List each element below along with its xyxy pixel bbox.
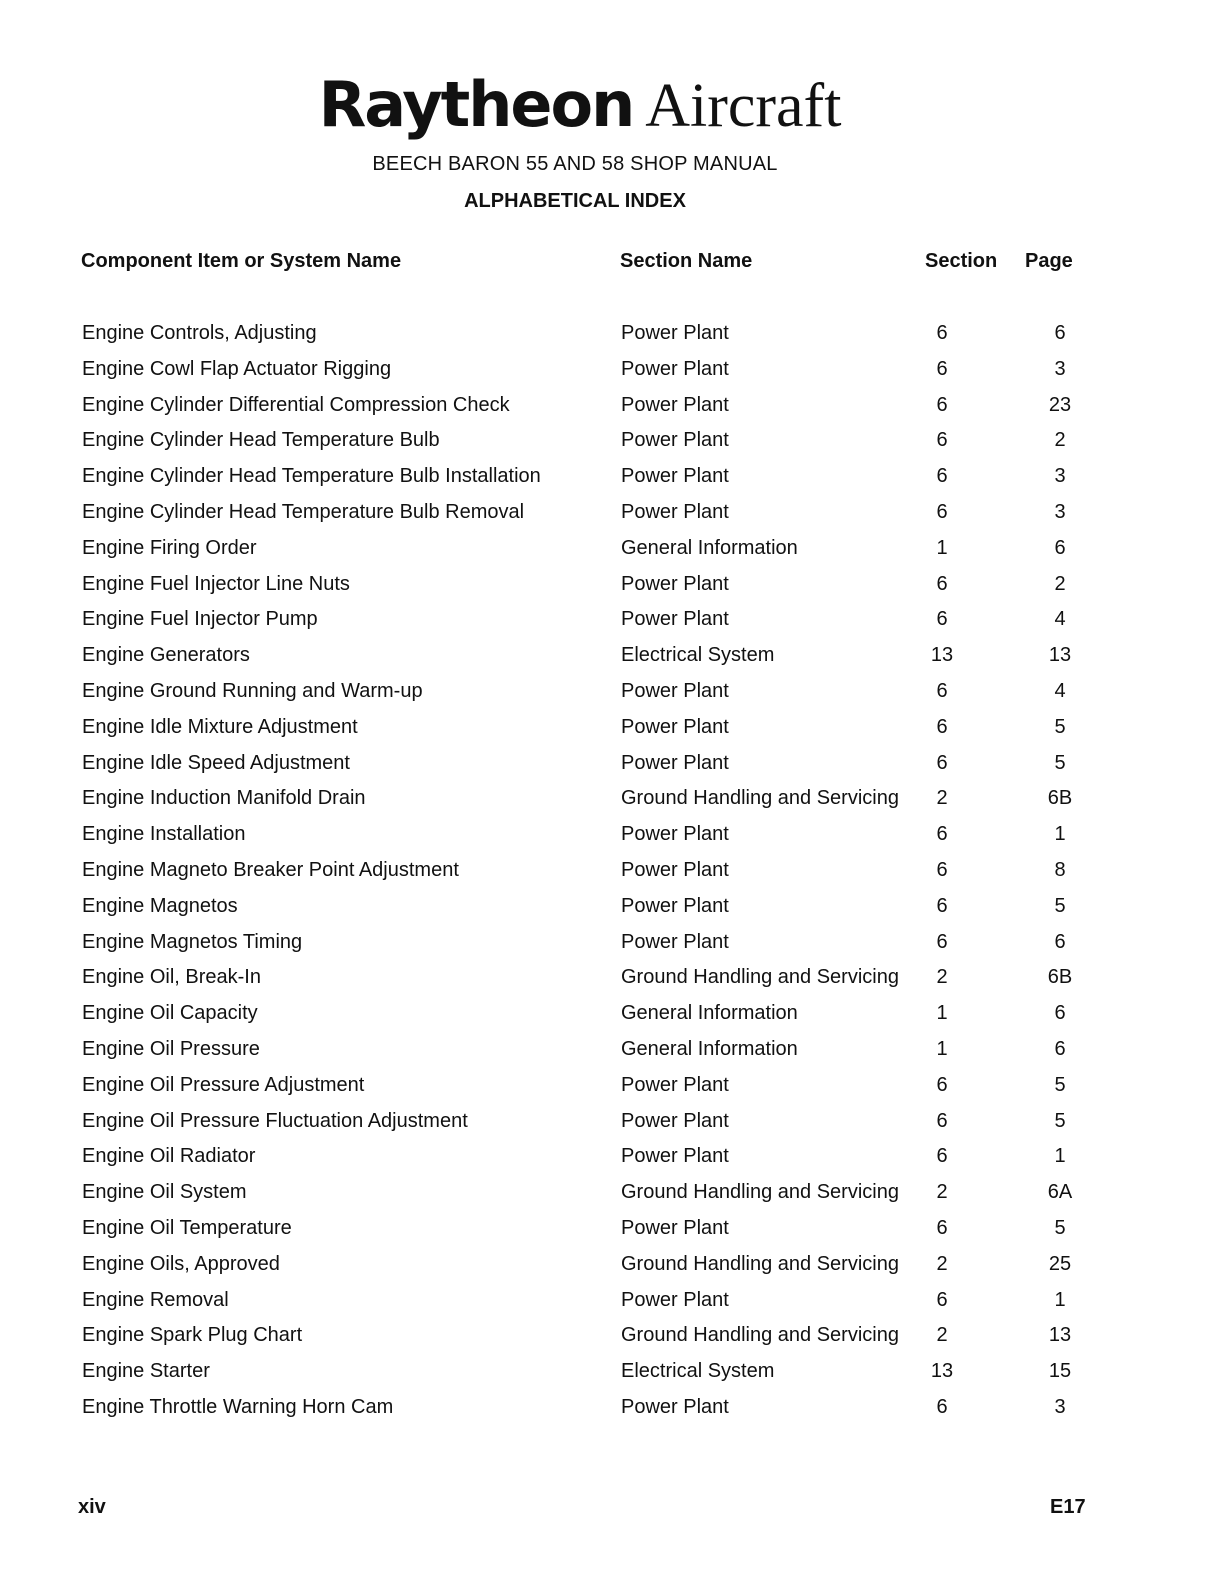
row-section-name: Power Plant xyxy=(621,1216,729,1239)
column-header-section: Section xyxy=(925,250,998,272)
logo-mark: Raytheon xyxy=(318,68,634,141)
row-page-number: 13 xyxy=(1048,644,1072,667)
row-section-name: Power Plant xyxy=(621,1395,729,1418)
row-item-name: Engine Installation xyxy=(82,823,246,846)
row-page-number: 1 xyxy=(1054,823,1066,846)
table-row xyxy=(0,1390,1220,1426)
table-row xyxy=(0,710,1220,746)
row-item-name: Engine Induction Manifold Drain xyxy=(82,787,366,810)
table-row xyxy=(0,1211,1220,1247)
table-row xyxy=(0,1283,1220,1319)
manual-title: BEECH BARON 55 AND 58 SHOP MANUAL xyxy=(372,153,778,175)
row-section-number: 6 xyxy=(936,608,948,631)
row-page-number: 13 xyxy=(1048,1324,1072,1347)
row-item-name: Engine Idle Speed Adjustment xyxy=(82,751,350,774)
column-header-section-name: Section Name xyxy=(620,250,753,272)
row-page-number: 5 xyxy=(1054,1109,1066,1132)
row-section-name: Power Plant xyxy=(621,894,729,917)
brand-logo xyxy=(0,68,1160,141)
row-item-name: Engine Oil, Break-In xyxy=(82,966,261,989)
row-section-number: 6 xyxy=(936,1073,948,1096)
row-section-name: Power Plant xyxy=(621,751,729,774)
row-item-name: Engine Cylinder Head Temperature Bulb Removal xyxy=(82,500,525,523)
index-title: ALPHABETICAL INDEX xyxy=(464,190,686,212)
row-item-name: Engine Cylinder Differential Compression Check xyxy=(82,393,510,416)
table-row xyxy=(0,1247,1220,1283)
row-item-name: Engine Fuel Injector Line Nuts xyxy=(82,572,350,595)
row-item-name: Engine Generators xyxy=(82,644,250,667)
row-item-name: Engine Controls, Adjusting xyxy=(82,322,317,344)
row-section-number: 13 xyxy=(930,1360,954,1383)
row-page-number: 15 xyxy=(1048,1360,1072,1383)
row-section-number: 6 xyxy=(936,751,948,774)
logo-word: Aircraft xyxy=(645,72,842,140)
table-row xyxy=(0,781,1220,817)
table-row xyxy=(0,388,1220,424)
table-row xyxy=(0,889,1220,925)
row-item-name: Engine Oil Temperature xyxy=(82,1216,292,1239)
row-page-number: 3 xyxy=(1054,500,1066,523)
row-item-name: Engine Oil System xyxy=(82,1181,247,1204)
row-item-name: Engine Firing Order xyxy=(82,536,257,559)
row-section-name: Ground Handling and Servicing xyxy=(621,1181,899,1204)
row-page-number: 3 xyxy=(1054,465,1066,488)
row-section-name: General Information xyxy=(621,536,798,559)
row-section-number: 6 xyxy=(936,1395,948,1418)
row-item-name: Engine Removal xyxy=(82,1288,229,1311)
row-section-name: Power Plant xyxy=(621,1073,729,1096)
row-page-number: 6B xyxy=(1047,966,1073,989)
table-row xyxy=(0,567,1220,603)
row-section-number: 6 xyxy=(936,823,948,846)
row-page-number: 25 xyxy=(1048,1252,1072,1275)
row-page-number: 6 xyxy=(1054,536,1066,559)
row-section-number: 6 xyxy=(936,465,948,488)
row-section-number: 6 xyxy=(936,715,948,738)
row-item-name: Engine Oil Pressure Fluctuation Adjustment xyxy=(82,1109,468,1132)
row-item-name: Engine Ground Running and Warm-up xyxy=(82,679,423,702)
row-item-name: Engine Cylinder Head Temperature Bulb Installation xyxy=(82,465,541,488)
row-section-number: 1 xyxy=(936,1002,948,1025)
row-section-number: 6 xyxy=(936,858,948,881)
row-section-number: 2 xyxy=(936,1324,948,1347)
row-section-number: 13 xyxy=(930,644,954,667)
row-section-name: Electrical System xyxy=(621,1360,775,1383)
row-item-name: Engine Oil Pressure xyxy=(82,1037,260,1060)
row-section-name: Power Plant xyxy=(621,679,729,702)
row-section-number: 1 xyxy=(936,536,948,559)
table-row xyxy=(0,531,1220,567)
row-page-number: 5 xyxy=(1054,894,1066,917)
footer-code: E17 xyxy=(1050,1496,1086,1518)
table-row xyxy=(0,316,1220,352)
row-item-name: Engine Oil Radiator xyxy=(82,1145,256,1168)
row-section-number: 6 xyxy=(936,679,948,702)
row-page-number: 5 xyxy=(1054,1073,1066,1096)
row-section-name: Power Plant xyxy=(621,357,729,380)
row-page-number: 6 xyxy=(1054,1037,1066,1060)
table-row xyxy=(0,853,1220,889)
row-item-name: Engine Magnetos xyxy=(82,894,238,917)
row-page-number: 6A xyxy=(1047,1181,1073,1204)
row-page-number: 8 xyxy=(1054,858,1066,881)
table-row xyxy=(0,602,1220,638)
row-page-number: 6 xyxy=(1054,322,1066,344)
row-page-number: 6B xyxy=(1047,787,1073,810)
row-item-name: Engine Magnetos Timing xyxy=(82,930,303,953)
row-section-number: 6 xyxy=(936,930,948,953)
row-section-number: 6 xyxy=(936,500,948,523)
table-row xyxy=(0,996,1220,1032)
table-row xyxy=(0,1068,1220,1104)
table-row xyxy=(0,423,1220,459)
row-section-number: 6 xyxy=(936,429,948,452)
row-section-number: 1 xyxy=(936,1037,948,1060)
row-section-name: General Information xyxy=(621,1037,798,1060)
row-section-number: 2 xyxy=(936,1181,948,1204)
row-page-number: 2 xyxy=(1054,572,1066,595)
table-row xyxy=(0,1104,1220,1140)
row-page-number: 2 xyxy=(1054,429,1066,452)
row-section-name: Power Plant xyxy=(621,930,729,953)
row-item-name: Engine Fuel Injector Pump xyxy=(82,608,318,631)
row-section-name: Power Plant xyxy=(621,823,729,846)
row-section-name: Power Plant xyxy=(621,465,729,488)
row-item-name: Engine Starter xyxy=(82,1360,210,1383)
row-page-number: 3 xyxy=(1054,357,1066,380)
row-section-name: Power Plant xyxy=(621,1109,729,1132)
row-section-name: Ground Handling and Servicing xyxy=(621,966,899,989)
row-section-name: Power Plant xyxy=(621,1288,729,1311)
row-section-number: 6 xyxy=(936,1216,948,1239)
row-item-name: Engine Oil Pressure Adjustment xyxy=(82,1073,365,1096)
row-section-name: Power Plant xyxy=(621,500,729,523)
row-page-number: 1 xyxy=(1054,1145,1066,1168)
row-page-number: 4 xyxy=(1054,608,1066,631)
row-page-number: 6 xyxy=(1054,930,1066,953)
row-section-number: 6 xyxy=(936,572,948,595)
row-page-number: 5 xyxy=(1054,1216,1066,1239)
column-header-page: Page xyxy=(1025,250,1073,272)
row-item-name: Engine Oil Capacity xyxy=(82,1002,258,1025)
table-row xyxy=(0,960,1220,996)
row-section-number: 6 xyxy=(936,1145,948,1168)
row-item-name: Engine Spark Plug Chart xyxy=(82,1324,303,1347)
table-row xyxy=(0,1175,1220,1211)
row-item-name: Engine Idle Mixture Adjustment xyxy=(82,715,358,738)
row-section-name: Power Plant xyxy=(621,858,729,881)
row-section-number: 6 xyxy=(936,357,948,380)
table-row xyxy=(0,925,1220,961)
row-section-number: 2 xyxy=(936,1252,948,1275)
row-page-number: 1 xyxy=(1054,1288,1066,1311)
row-section-name: Power Plant xyxy=(621,393,729,416)
row-page-number: 4 xyxy=(1054,679,1066,702)
table-row xyxy=(0,1032,1220,1068)
row-page-number: 6 xyxy=(1054,1002,1066,1025)
footer-page-number: xiv xyxy=(78,1496,106,1518)
row-page-number: 23 xyxy=(1048,393,1072,416)
row-page-number: 5 xyxy=(1054,751,1066,774)
row-item-name: Engine Throttle Warning Horn Cam xyxy=(82,1395,394,1418)
row-section-name: General Information xyxy=(621,1002,798,1025)
table-row xyxy=(0,746,1220,782)
row-item-name: Engine Oils, Approved xyxy=(82,1252,280,1275)
row-section-name: Ground Handling and Servicing xyxy=(621,1324,899,1347)
row-section-number: 6 xyxy=(936,1109,948,1132)
row-section-name: Power Plant xyxy=(621,572,729,595)
row-section-number: 2 xyxy=(936,787,948,810)
row-section-name: Ground Handling and Servicing xyxy=(621,787,899,810)
index-table xyxy=(0,316,1220,1426)
table-row xyxy=(0,352,1220,388)
row-section-number: 6 xyxy=(936,393,948,416)
row-section-name: Power Plant xyxy=(621,429,729,452)
table-row xyxy=(0,674,1220,710)
row-section-name: Electrical System xyxy=(621,644,775,667)
row-page-number: 5 xyxy=(1054,715,1066,738)
table-row xyxy=(0,495,1220,531)
row-section-number: 6 xyxy=(936,1288,948,1311)
row-section-number: 6 xyxy=(936,322,948,344)
row-item-name: Engine Cylinder Head Temperature Bulb xyxy=(82,429,440,452)
table-row xyxy=(0,638,1220,674)
column-header-item: Component Item or System Name xyxy=(81,250,402,272)
table-row xyxy=(0,1318,1220,1354)
row-item-name: Engine Magneto Breaker Point Adjustment xyxy=(82,858,459,881)
row-section-name: Power Plant xyxy=(621,322,729,344)
table-row xyxy=(0,459,1220,495)
row-section-name: Power Plant xyxy=(621,608,729,631)
row-page-number: 3 xyxy=(1054,1395,1066,1418)
table-row xyxy=(0,1139,1220,1175)
table-row xyxy=(0,817,1220,853)
row-section-name: Power Plant xyxy=(621,715,729,738)
row-section-number: 6 xyxy=(936,894,948,917)
row-section-number: 2 xyxy=(936,966,948,989)
row-section-name: Power Plant xyxy=(621,1145,729,1168)
row-item-name: Engine Cowl Flap Actuator Rigging xyxy=(82,357,392,380)
row-section-name: Ground Handling and Servicing xyxy=(621,1252,899,1275)
table-row xyxy=(0,1354,1220,1390)
